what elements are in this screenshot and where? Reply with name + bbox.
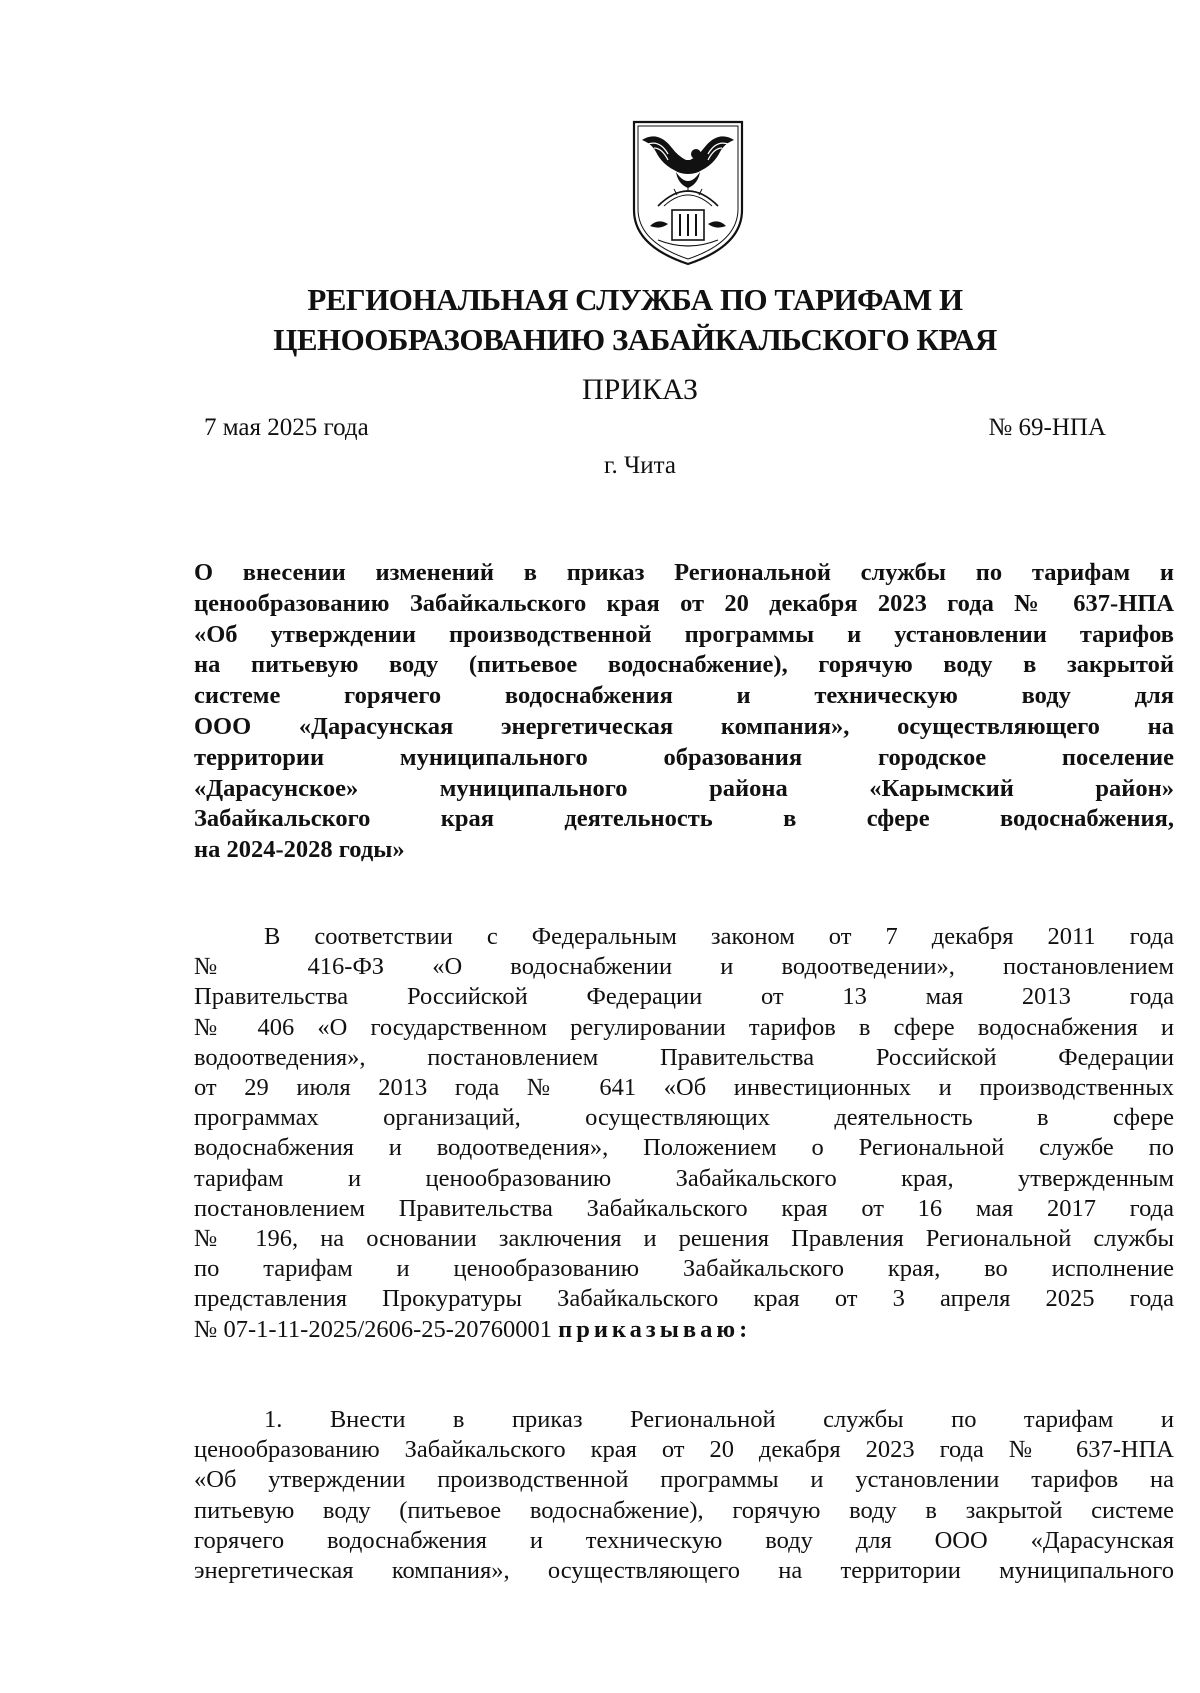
item-line: 1. Внести в приказ Региональной службы по тарифам и (264, 1406, 1174, 1433)
preamble-line: № 416-ФЗ «О водоснабжении и водоотведении», постановлением (194, 953, 1174, 981)
document-date: 7 мая 2025 года (204, 414, 369, 441)
subject-line: ООО «Дарасунская энергетическая компания», осуществляющего на (194, 712, 1174, 740)
preamble-line: программах организаций, осуществляющих деятельность в сфере (194, 1104, 1174, 1132)
subject-line: системе горячего водоснабжения и техническую воду для (194, 682, 1174, 710)
preamble-line: от 29 июля 2013 года № 641 «Об инвестиционных и производственных (194, 1074, 1174, 1102)
order-word: приказываю: (558, 1315, 752, 1343)
coat-of-arms-icon (628, 118, 748, 268)
preamble-line: В соответствии с Федеральным законом от 7 декабря 2011 года (264, 923, 1174, 950)
preamble-line: Правительства Российской Федерации от 13 мая 2013 года (194, 983, 1174, 1011)
item-line: энергетическая компания», осуществляющего на территории муниципального (194, 1557, 1174, 1585)
subject-line: на 2024-2028 годы» (194, 836, 405, 864)
subject-line: на питьевую воду (питьевое водоснабжение), горячую воду в закрытой (194, 651, 1174, 679)
preamble-line: № 196, на основании заключения и решения Правления Региональной службы (194, 1225, 1174, 1253)
subject-line: Забайкальского края деятельность в сфере водоснабжения, (194, 805, 1174, 833)
document-subject (194, 558, 1174, 866)
subject-line: территории муниципального образования городское поселение (194, 743, 1174, 771)
document-type: ПРИКАЗ (582, 373, 698, 406)
order-item-1 (194, 1405, 1174, 1586)
subject-line: «Дарасунское» муниципального района «Карымский район» (194, 774, 1174, 802)
preamble-line: по тарифам и ценообразованию Забайкальского края, во исполнение (194, 1255, 1174, 1283)
subject-line: ценообразованию Забайкальского края от 20 декабря 2023 года № 637-НПА (194, 589, 1174, 617)
document-number: № 69-НПА (988, 414, 1106, 441)
item-line: «Об утверждении производственной программы и установлении тарифов на (194, 1466, 1174, 1494)
item-line: ценообразованию Забайкальского края от 20 декабря 2023 года № 637-НПА (194, 1436, 1174, 1464)
subject-line: «Об утверждении производственной программы и установлении тарифов (194, 620, 1174, 648)
item-line: питьевую воду (питьевое водоснабжение), горячую воду в закрытой системе (194, 1496, 1174, 1524)
prosecutor-reference: № 07-1-11-2025/2606-25-20760001 (194, 1315, 552, 1343)
organization-title-line2: ЦЕНООБРАЗОВАНИЮ ЗАБАЙКАЛЬСКОГО КРАЯ (273, 322, 997, 357)
item-line: горячего водоснабжения и техническую воду для ООО «Дарасунская (194, 1526, 1174, 1554)
preamble-paragraph (194, 922, 1174, 1345)
preamble-line: представления Прокуратуры Забайкальского края от 3 апреля 2025 года (194, 1285, 1174, 1313)
preamble-line: водоснабжения и водоотведения», Положением о Региональной службе по (194, 1134, 1174, 1162)
subject-line: О внесении изменений в приказ Региональной службы по тарифам и (194, 559, 1174, 586)
document-city: г. Чита (604, 452, 676, 479)
preamble-line: постановлением Правительства Забайкальского края от 16 мая 2017 года (194, 1194, 1174, 1222)
preamble-last-line (194, 1315, 1174, 1345)
preamble-line: водоотведения», постановлением Правительства Российской Федерации (194, 1043, 1174, 1071)
preamble-line: тарифам и ценообразованию Забайкальского края, утвержденным (194, 1164, 1174, 1192)
organization-title-line1: РЕГИОНАЛЬНАЯ СЛУЖБА ПО ТАРИФАМ И (307, 282, 963, 317)
preamble-line: № 406 «О государственном регулировании тарифов в сфере водоснабжения и (194, 1013, 1174, 1041)
